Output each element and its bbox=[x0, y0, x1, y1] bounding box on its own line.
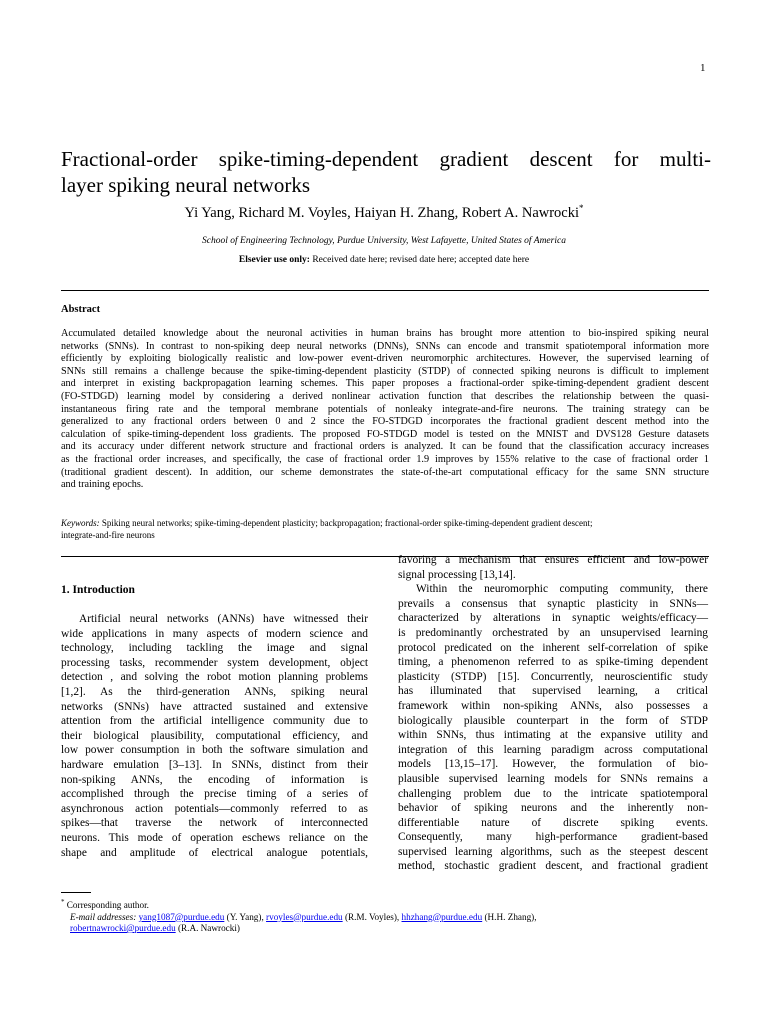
email-owner: (R.A. Nawrocki) bbox=[175, 923, 240, 933]
left-column bbox=[61, 612, 368, 860]
footnote-mark: * bbox=[61, 897, 65, 906]
keywords-label: Keywords: bbox=[61, 518, 100, 528]
body-line: method, stochastic gradient descent, and fractional gradient bbox=[398, 860, 708, 873]
abstract-line: and its accuracy under different network structure and fractional orders is analyzed. It can be found that the classification accuracy increases bbox=[61, 441, 709, 453]
author-list bbox=[0, 205, 768, 222]
right-column bbox=[398, 553, 708, 874]
body-line: challenging problem due to the intricate spatiotemporal bbox=[398, 787, 708, 800]
keywords bbox=[61, 518, 709, 541]
body-line: accomplished through the precise timing of a series of bbox=[61, 788, 368, 801]
affiliation: School of Engineering Technology, Purdue University, West Lafayette, United States of America bbox=[202, 236, 566, 246]
body-line: biologically plausible counterpart in the form of STDP bbox=[398, 714, 708, 727]
email-owner: (R.M. Voyles), bbox=[342, 911, 402, 922]
abstract-line: and interpret in existing backpropagation learning schemes. This paper proposes a fractional-order spike-timing-dependent gradient descent bbox=[61, 378, 709, 390]
body-line: wide applications in many aspects of modern science and bbox=[61, 627, 368, 640]
title-line: Fractional-order spike-timing-dependent gradient descent for multi- bbox=[61, 147, 711, 171]
section-heading-introduction: 1. Introduction bbox=[61, 584, 135, 596]
elsevier-dates bbox=[0, 255, 768, 265]
paper-title bbox=[61, 146, 711, 198]
email-label: E-mail addresses: bbox=[70, 911, 137, 922]
body-line: low power consumption in both the software simulation and bbox=[61, 744, 368, 757]
body-line: Within the neuromorphic computing community, there bbox=[416, 583, 708, 596]
abstract-line: (FO-STDGD) learning model by considering a derived nonlinear activation function that describes the relationship between the quasi- bbox=[61, 390, 709, 402]
keywords-text-continued: integrate-and-fire neurons bbox=[61, 529, 155, 540]
email-link[interactable]: hhzhang@purdue.edu bbox=[401, 911, 483, 922]
abstract-line: Accumulated detailed knowledge about the neuronal activities in human brains has brought more attention to bio-inspired spiking neural bbox=[61, 328, 709, 339]
body-line: timing, a phenomenon referred to as spike-timing dependent bbox=[398, 656, 708, 669]
elsevier-label: Elsevier use only: bbox=[238, 255, 310, 265]
body-line: protocol predicated on the inherent self-correlation of spike bbox=[398, 641, 708, 654]
abstract-line: instantaneous firing rate and the temporal membrane potentials of nonleaky integrate-and-fire neurons. The training strategy can be bbox=[61, 403, 709, 415]
body-line: processing tasks, recommender system development, object bbox=[61, 656, 368, 669]
body-line: within SNNs, thus intimating at the expansive utility and bbox=[398, 729, 708, 742]
keywords-text: Spiking neural networks; spike-timing-dependent plasticity; backpropagation; fractional-order spike-timing-dependent gradient descent; bbox=[99, 518, 593, 528]
email-link[interactable]: yang1087@purdue.edu bbox=[138, 911, 225, 922]
body-line: favoring a mechanism that ensures efficient and low-power bbox=[398, 554, 708, 566]
footnotes bbox=[61, 897, 709, 935]
title-line: layer spiking neural networks bbox=[61, 173, 311, 197]
abstract-line: efficiently by exploiting biologically realistic and low-power event-driven neuromorphic architectures. However, the supervised learning of bbox=[61, 353, 709, 365]
body-line: prevails a consensus that synaptic plasticity in SNNs— bbox=[398, 597, 708, 610]
body-line: behavior of spiking neurons and the inherently non- bbox=[398, 802, 708, 815]
body-line: framework within non-spiking ANNs, also possesses a bbox=[398, 699, 708, 712]
email-owner: (Y. Yang), bbox=[224, 911, 267, 922]
body-line: signal processing [13,14]. bbox=[398, 568, 516, 581]
body-line: plausible supervised learning models for SNNs remains a bbox=[398, 772, 708, 785]
corresponding-author-mark: * bbox=[579, 203, 584, 214]
body-line: integration of this learning paradigm across computational bbox=[398, 743, 708, 756]
body-line: is predominantly orchestrated by an unsupervised learning bbox=[398, 626, 708, 639]
body-line: shape and amplitude of electrical analogue potentials, bbox=[61, 846, 368, 859]
body-line: supervised learning algorithms, such as the steepest descent bbox=[398, 845, 708, 858]
body-line: hardware emulation [3–13]. In SNNs, distinct from their bbox=[61, 758, 368, 771]
body-line: neurons. This mode of operation eschews reliance on the bbox=[61, 831, 368, 844]
body-line: [1,2]. As the third-generation ANNs, spiking neural bbox=[61, 685, 368, 698]
email-owner: (H.H. Zhang), bbox=[482, 911, 537, 922]
abstract-line: (traditional gradient descent). In addition, our scheme demonstrates the state-of-the-art computational efficacy for the same SNN structure bbox=[61, 466, 709, 478]
abstract-line: generalized to any fractional orders between 0 and 2 since the FO-STDGD incorporates the fractional gradient descent method into the bbox=[61, 416, 709, 428]
body-line: their biological plausibility, computational efficiency, and bbox=[61, 729, 368, 742]
elsevier-text: Received date here; revised date here; accepted date here bbox=[309, 255, 530, 265]
body-line: has illuminated that supervised learning, a critical bbox=[398, 685, 708, 698]
body-line: technology, including tackling the image and signal bbox=[61, 642, 368, 655]
body-line: spikes—that traverse the network of interconnected bbox=[61, 817, 368, 830]
body-line: differentiable nature of discrete spiking events. bbox=[398, 816, 708, 829]
email-link[interactable]: rvoyles@purdue.edu bbox=[266, 911, 343, 922]
body-line: Artificial neural networks (ANNs) have witnessed their bbox=[79, 613, 368, 625]
body-line: attention from the artificial intelligence community due to bbox=[61, 715, 368, 728]
body-line: plasticity (STDP) [15]. Concurrently, neuroscientific study bbox=[398, 670, 708, 683]
body-line: characterized by alterations in synaptic weights/efficacy— bbox=[398, 612, 708, 625]
body-line: Consequently, many high-performance gradient-based bbox=[398, 831, 708, 844]
abstract-line: and training epochs. bbox=[61, 479, 144, 491]
body-line: detection , and solving the robot motion planning problems bbox=[61, 671, 368, 684]
email-link[interactable]: robertnawrocki@purdue.edu bbox=[70, 923, 176, 933]
header-divider bbox=[61, 290, 709, 291]
abstract-heading: Abstract bbox=[61, 304, 101, 315]
footnote-divider bbox=[61, 892, 91, 893]
abstract-line: SNNs still remains a challenge because the spike-timing-dependent plasticity (STDP) of connected spiking neurons is difficult to implement bbox=[61, 365, 709, 377]
page-number: 1 bbox=[700, 62, 706, 74]
body-line: models [13,15–17]. However, the formulation of bio- bbox=[398, 758, 708, 771]
abstract-line: as the fractional order increases, and specifically, the case of fractional order 1.9 improves by 155% relative to the case of fractional order 1 bbox=[61, 453, 709, 465]
author-names: Yi Yang, Richard M. Voyles, Haiyan H. Zhang, Robert A. Nawrocki bbox=[184, 205, 580, 221]
body-line: networks (SNNs) have attracted sustained and extensive bbox=[61, 700, 368, 713]
body-line: non-spiking ANNs, the encoding of information is bbox=[61, 773, 368, 786]
body-line: asynchronous action potentials—commonly referred to as bbox=[61, 802, 368, 815]
corresponding-author-note: Corresponding author. bbox=[64, 900, 149, 910]
abstract-line: networks (SNNs). In contrast to non-spiking deep neural networks (DNNs), SNNs can encode and transmit spatiotemporal information more bbox=[61, 340, 709, 352]
abstract-body bbox=[61, 328, 709, 492]
abstract-line: calculation of spike-timing-dependent loss gradients. The proposed FO-STDGD model is tested on the MNIST and DVS128 Gesture datasets bbox=[61, 428, 709, 440]
